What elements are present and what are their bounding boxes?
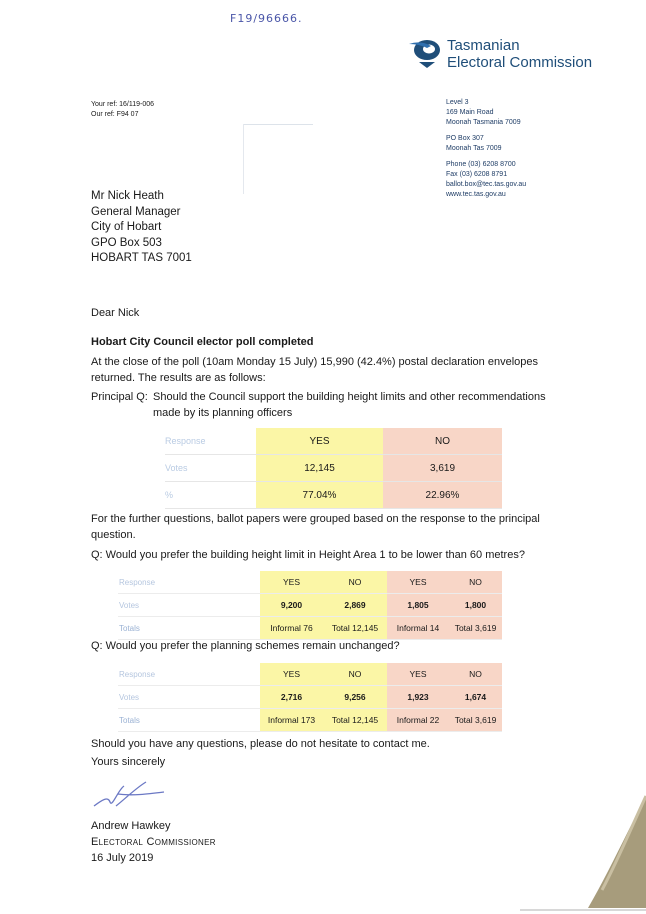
table-cell: YES — [260, 663, 323, 686]
table-row — [165, 455, 502, 482]
reference-block — [91, 100, 154, 120]
table-row — [118, 709, 502, 732]
signature-date: 16 July 2019 — [91, 852, 154, 864]
address-po-box: PO Box 307 — [446, 135, 484, 142]
address-fax: Fax (03) 6208 8791 — [446, 171, 508, 178]
table-cell: NO — [383, 428, 502, 455]
principal-label: Principal Q: — [91, 391, 148, 403]
question-3: Q: Would you prefer the planning schemes remain unchanged? — [91, 640, 400, 652]
table-cell: Informal 14 — [387, 617, 449, 640]
address-street: 169 Main Road — [446, 109, 494, 116]
principal-results-table — [165, 428, 502, 509]
question-3-results-table — [118, 663, 502, 732]
table-cell: 9,256 — [323, 686, 387, 709]
table-cell: NO — [323, 571, 387, 594]
recipient-line: Mr Nick Heath — [91, 190, 164, 202]
table-cell: 9,200 — [260, 594, 323, 617]
recipient-block — [91, 189, 192, 267]
table-cell: Total 3,619 — [449, 709, 502, 732]
table-cell: YES — [256, 428, 383, 455]
question-2: Q: Would you prefer the building height limit in Height Area 1 to be lower than 60 metres? — [91, 549, 525, 561]
table-cell: Total 12,145 — [323, 709, 387, 732]
closing-paragraph: Should you have any questions, please do not hesitate to contact me. — [91, 738, 430, 750]
table-cell: Totals — [118, 617, 260, 640]
table-row — [118, 663, 502, 686]
table-cell: Informal 173 — [260, 709, 323, 732]
signature-image — [88, 776, 178, 814]
table-cell: 77.04% — [256, 482, 383, 509]
table-cell: 1,923 — [387, 686, 449, 709]
table-row — [165, 428, 502, 455]
further-questions-intro: For the further questions, ballot papers were grouped based on the response to the principal question. — [91, 513, 540, 541]
page-curl-decoration — [520, 790, 646, 914]
signatory-title: Electoral Commissioner — [91, 836, 216, 848]
subject-heading: Hobart City Council elector poll completed — [91, 336, 314, 348]
salutation: Dear Nick — [91, 307, 140, 319]
address-suburb: Moonah Tasmania 7009 — [446, 119, 521, 126]
recipient-line: GPO Box 503 — [91, 236, 162, 249]
scan-mark-vertical — [243, 124, 244, 194]
address-phone: Phone (03) 6208 8700 — [446, 161, 516, 168]
table-cell: 2,716 — [260, 686, 323, 709]
table-row — [118, 686, 502, 709]
logo-line-1: Tasmanian — [447, 37, 520, 54]
our-ref: Our ref: F94 07 — [91, 111, 139, 118]
table-cell: 1,800 — [449, 594, 502, 617]
table-cell: 1,674 — [449, 686, 502, 709]
table-cell: Totals — [118, 709, 260, 732]
table-cell: 12,145 — [256, 455, 383, 482]
handwritten-reference: F19/96666. — [230, 12, 303, 25]
table-row — [118, 594, 502, 617]
table-cell: % — [165, 482, 256, 509]
logo-line-2: Electoral Commission — [447, 54, 593, 71]
table-row — [118, 571, 502, 594]
principal-question-text: Should the Council support the building height limits and other recommendations made by its planning officers — [153, 391, 546, 419]
table-cell: YES — [260, 571, 323, 594]
recipient-line: General Manager — [91, 205, 181, 218]
scan-mark — [243, 124, 313, 125]
table-cell: Votes — [118, 594, 260, 617]
question-2-results-table — [118, 571, 502, 640]
recipient-line: City of Hobart — [91, 221, 162, 233]
tec-logo-icon — [407, 38, 443, 70]
table-cell: NO — [449, 663, 502, 686]
table-cell: NO — [323, 663, 387, 686]
table-cell: Informal 22 — [387, 709, 449, 732]
table-cell: 22.96% — [383, 482, 502, 509]
table-cell: NO — [449, 571, 502, 594]
address-web: www.tec.tas.gov.au — [446, 191, 506, 198]
table-cell: Votes — [165, 455, 256, 482]
table-cell: YES — [387, 663, 449, 686]
table-cell: Total 12,145 — [323, 617, 387, 640]
intro-paragraph: At the close of the poll (10am Monday 15 July) 15,990 (42.4%) postal declaration envelopes returned. The results are as follows: — [91, 356, 538, 384]
address-email: ballot.box@tec.tas.gov.au — [446, 181, 527, 188]
signoff: Yours sincerely — [91, 756, 166, 768]
recipient-line: HOBART TAS 7001 — [91, 252, 192, 264]
table-cell: 3,619 — [383, 455, 502, 482]
table-cell: Response — [165, 428, 256, 455]
table-cell: YES — [387, 571, 449, 594]
table-cell: Response — [118, 663, 260, 686]
table-row — [165, 482, 502, 509]
table-cell: Informal 76 — [260, 617, 323, 640]
table-cell: Total 3,619 — [449, 617, 502, 640]
table-cell: Votes — [118, 686, 260, 709]
table-row — [118, 617, 502, 640]
your-ref: Your ref: 16/119-006 — [91, 101, 155, 108]
signatory-name: Andrew Hawkey — [91, 820, 171, 832]
principal-question — [91, 389, 571, 421]
sender-address — [446, 98, 526, 200]
address-po-suburb: Moonah Tas 7009 — [446, 145, 502, 152]
table-cell: 1,805 — [387, 594, 449, 617]
table-cell: Response — [118, 571, 260, 594]
address-level: Level 3 — [446, 99, 469, 106]
table-cell: 2,869 — [323, 594, 387, 617]
signatory-block — [91, 818, 216, 866]
commission-logo — [407, 36, 637, 72]
